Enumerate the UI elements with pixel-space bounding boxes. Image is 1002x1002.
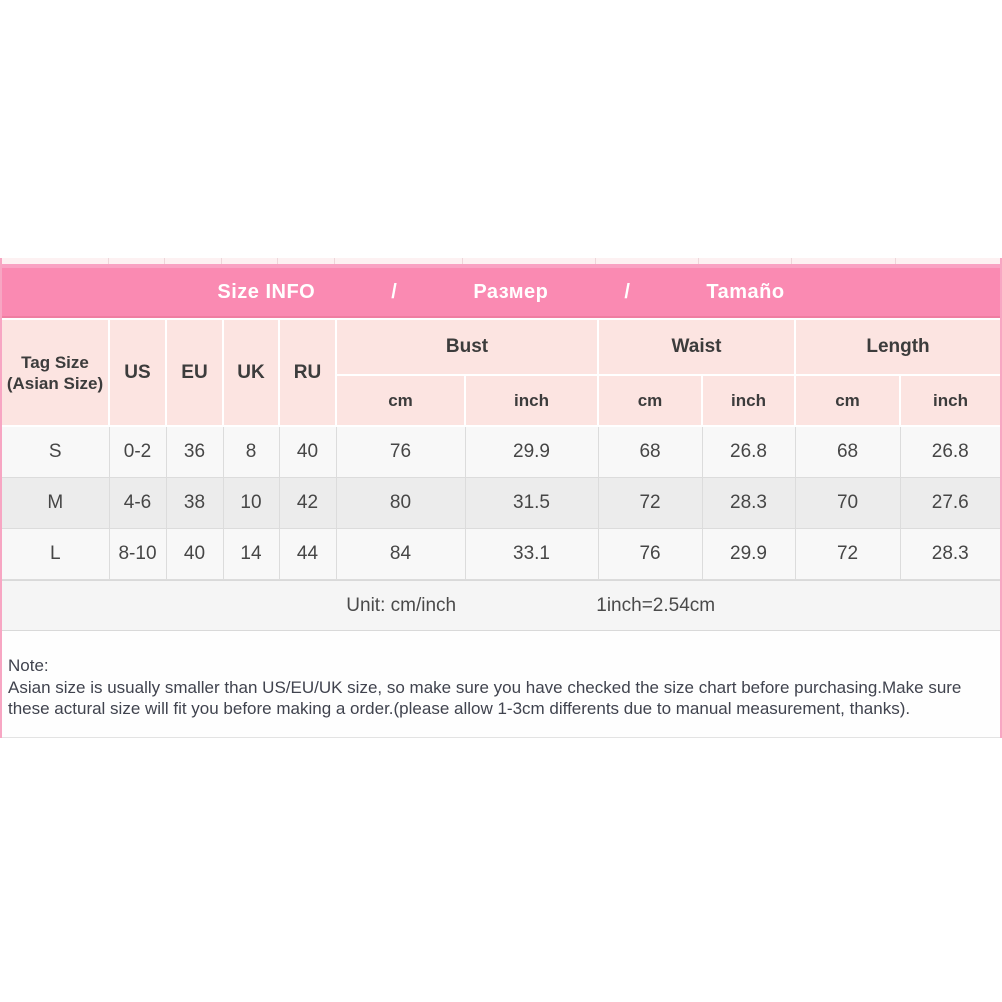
cell-bust-cm: 76 — [336, 426, 465, 478]
size-chart-table — [2, 318, 1000, 580]
cell-ru: 40 — [279, 426, 336, 478]
unit-row — [2, 580, 1000, 631]
cell-length-cm: 70 — [795, 478, 900, 529]
header-eu: EU — [166, 319, 223, 426]
title-slash-2: / — [624, 280, 631, 303]
cell-us: 8-10 — [109, 529, 166, 580]
header-tag-size — [2, 319, 109, 426]
cell-length-cm: 68 — [795, 426, 900, 478]
header-waist-inch: inch — [702, 375, 795, 426]
cell-length-cm: 72 — [795, 529, 900, 580]
cell-tag: S — [2, 426, 109, 478]
table-row-l — [2, 529, 1000, 580]
cell-waist-cm: 72 — [598, 478, 702, 529]
cell-eu: 38 — [166, 478, 223, 529]
note-line-1: Asian size is usually smaller than US/EU/UK size, so make sure you have checked the size chart before purchasing.Make sure — [8, 677, 962, 697]
inch-conversion-label: 1inch=2.54cm — [596, 594, 716, 616]
cell-length-inch: 26.8 — [900, 426, 1000, 478]
header-length: Length — [795, 319, 1000, 375]
cell-us: 0-2 — [109, 426, 166, 478]
table-row-m — [2, 478, 1000, 529]
cell-uk: 10 — [223, 478, 279, 529]
note-line-2: these actural size will fit you before making a order.(please allow 1-3cm differents due to manual measurement, thanks). — [8, 699, 911, 718]
header-tag-size-line2: (Asian Size) — [6, 373, 104, 393]
top-divider-strip — [2, 258, 1000, 264]
cell-bust-cm: 80 — [336, 478, 465, 529]
cell-bust-inch: 33.1 — [465, 529, 598, 580]
header-length-inch: inch — [900, 375, 1000, 426]
note-label: Note: — [8, 656, 49, 675]
size-chart-sheet — [0, 258, 1002, 738]
header-row-groups — [2, 319, 1000, 375]
header-ru: RU — [279, 319, 336, 426]
header-waist-cm: cm — [598, 375, 702, 426]
title-size-info: Size INFO — [217, 280, 316, 303]
cell-bust-cm: 84 — [336, 529, 465, 580]
cell-eu: 36 — [166, 426, 223, 478]
table-row-s — [2, 426, 1000, 478]
unit-label: Unit: cm/inch — [346, 594, 457, 616]
cell-waist-inch: 28.3 — [702, 478, 795, 529]
title-razmer: Размер — [473, 280, 549, 303]
cell-waist-cm: 68 — [598, 426, 702, 478]
cell-us: 4-6 — [109, 478, 166, 529]
cell-bust-inch: 29.9 — [465, 426, 598, 478]
cell-uk: 14 — [223, 529, 279, 580]
title-bar — [2, 268, 1000, 318]
header-bust: Bust — [336, 319, 598, 375]
cell-length-inch: 27.6 — [900, 478, 1000, 529]
cell-waist-inch: 26.8 — [702, 426, 795, 478]
cell-length-inch: 28.3 — [900, 529, 1000, 580]
cell-tag: L — [2, 529, 109, 580]
header-waist: Waist — [598, 319, 795, 375]
header-length-cm: cm — [795, 375, 900, 426]
header-bust-cm: cm — [336, 375, 465, 426]
cell-tag: M — [2, 478, 109, 529]
title-slash-1: / — [391, 280, 398, 303]
header-tag-size-line1: Tag Size — [21, 352, 89, 372]
cell-ru: 44 — [279, 529, 336, 580]
cell-waist-cm: 76 — [598, 529, 702, 580]
note-section — [2, 631, 1000, 738]
cell-eu: 40 — [166, 529, 223, 580]
title-tamano: Tamaño — [706, 280, 785, 303]
cell-bust-inch: 31.5 — [465, 478, 598, 529]
header-uk: UK — [223, 319, 279, 426]
header-bust-inch: inch — [465, 375, 598, 426]
cell-uk: 8 — [223, 426, 279, 478]
header-us: US — [109, 319, 166, 426]
cell-waist-inch: 29.9 — [702, 529, 795, 580]
cell-ru: 42 — [279, 478, 336, 529]
